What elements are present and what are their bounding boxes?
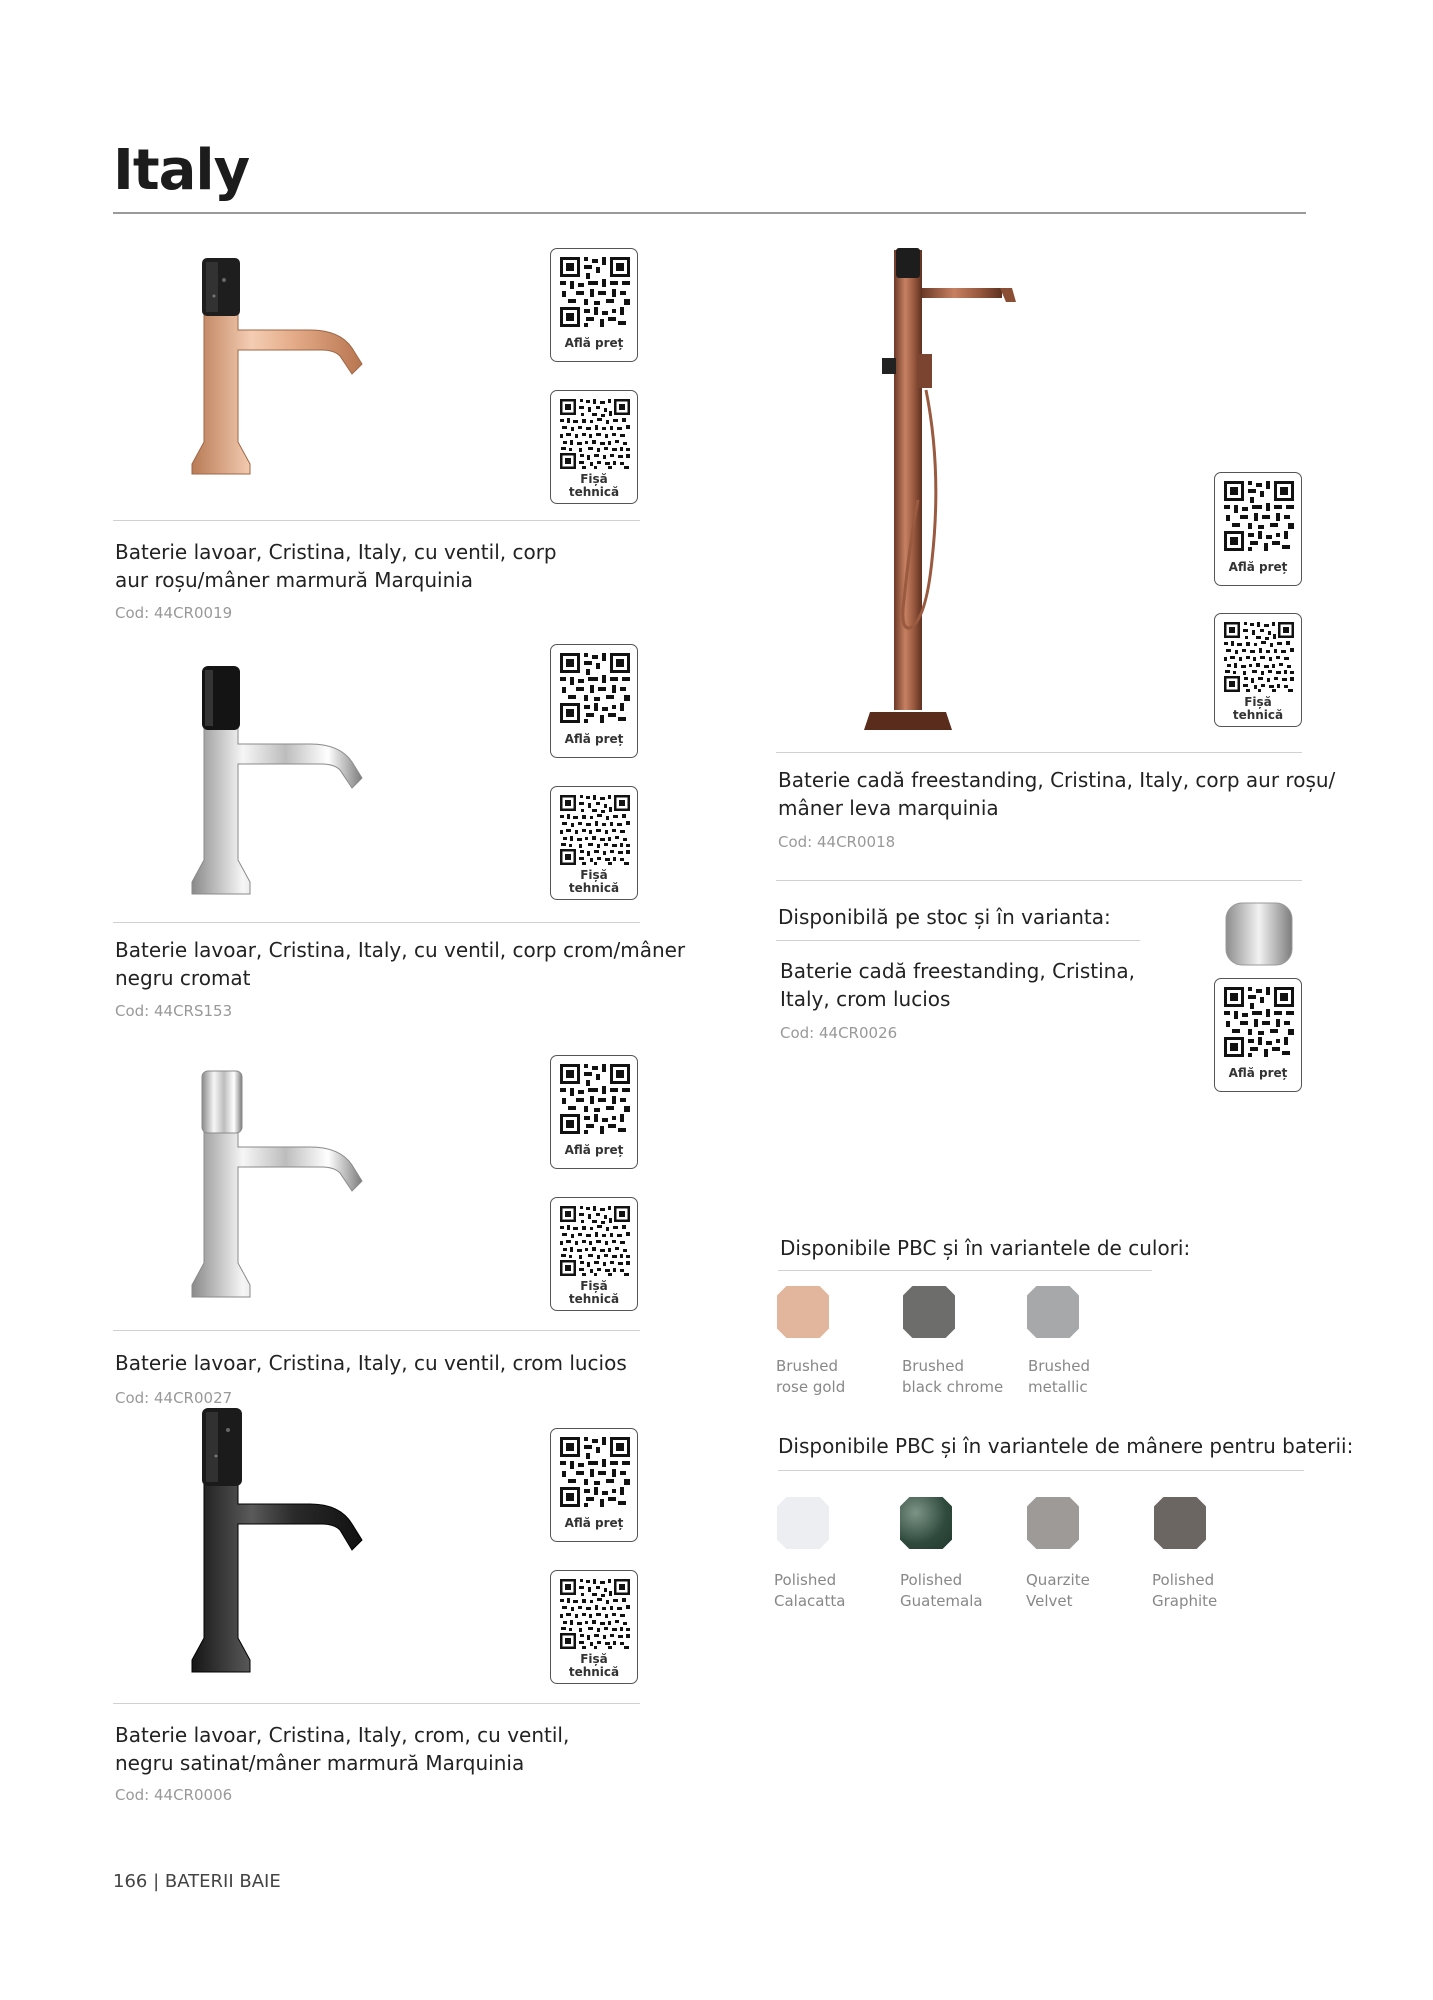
product-name-line-1: Baterie lavoar, Cristina, Italy, cu ventil, crom lucios [115, 1351, 627, 1375]
stock-variant-heading: Disponibilă pe stoc și în varianta: [778, 905, 1111, 929]
swatch-label-line-1: Polished [900, 1571, 963, 1589]
qr-code-icon [560, 653, 630, 723]
handle-swatch-graphite[interactable] [1154, 1497, 1206, 1549]
product-name-line-1: Baterie lavoar, Cristina, Italy, cu ventil, corp [115, 540, 557, 564]
product-3-divider [113, 1330, 640, 1331]
stock-variant-code: Cod: 44CR0026 [780, 1024, 898, 1042]
product-3-code: Cod: 44CR0027 [115, 1389, 233, 1407]
qr-tech-4[interactable] [550, 1570, 638, 1684]
product-name-line-2: mâner leva marquinia [778, 796, 999, 820]
qr-price-2[interactable] [550, 644, 638, 758]
product-1-divider [113, 520, 640, 521]
qr-tech-5[interactable] [1214, 613, 1302, 727]
swatch-label-line-2: metallic [1028, 1378, 1088, 1396]
handle-label-guatemala [900, 1570, 983, 1612]
qr-code-icon [560, 1437, 630, 1507]
product-name-line-2: negru satinat/mâner marmură Marquinia [115, 1751, 525, 1775]
qr-code-icon [1224, 622, 1294, 692]
handle-variants-heading: Disponibile PBC și în variantele de mânere pentru baterii: [778, 1434, 1354, 1458]
product-5-divider [776, 752, 1302, 753]
qr-price-3[interactable] [550, 1055, 638, 1169]
qr-tech-label-1: Fișă [580, 1652, 608, 1666]
product-name-line-2: Italy, crom lucios [780, 987, 951, 1011]
qr-tech-label-1: Fișă [580, 472, 608, 486]
page-title: Italy [113, 138, 250, 203]
swatch-label-line-1: Brushed [902, 1357, 965, 1375]
qr-code-icon [560, 1206, 630, 1276]
qr-code-icon [560, 795, 630, 865]
qr-tech-label-2: tehnică [1232, 708, 1284, 722]
product-name-line-1: Baterie cadă freestanding, Cristina, [780, 959, 1135, 983]
swatch-label-line-2: black chrome [902, 1378, 1004, 1396]
qr-price-6[interactable] [1214, 978, 1302, 1092]
color-label-metallic [1028, 1356, 1090, 1398]
product-name-line-1: Baterie cadă freestanding, Cristina, Italy, corp aur roșu/ [778, 768, 1336, 792]
qr-price-5[interactable] [1214, 472, 1302, 586]
qr-tech-label-1: Fișă [580, 868, 608, 882]
product-name-line-1: Baterie lavoar, Cristina, Italy, cu ventil, corp crom/mâner [115, 938, 686, 962]
product-2-code: Cod: 44CRS153 [115, 1002, 233, 1020]
product-2-name [115, 936, 685, 992]
faucet-rose-gold-image [190, 252, 370, 482]
handle-label-graphite [1152, 1570, 1217, 1612]
qr-code-icon [1224, 987, 1294, 1057]
handle-swatch-quarzite-velvet[interactable] [1027, 1497, 1079, 1549]
qr-code-icon [560, 1064, 630, 1134]
qr-code-icon [560, 399, 630, 469]
faucet-chrome-black-handle-image [190, 660, 370, 905]
product-name-line-2: negru cromat [115, 966, 251, 990]
color-swatch-metallic[interactable] [1027, 1286, 1079, 1338]
handle-swatch-guatemala[interactable] [900, 1497, 952, 1549]
faucet-black-satin-image [190, 1400, 370, 1680]
qr-price-4[interactable] [550, 1428, 638, 1542]
qr-price-label: Află preț [1228, 1066, 1288, 1080]
handle-heading-underline [778, 1470, 1304, 1471]
color-heading-underline [778, 1270, 1152, 1271]
product-5-code: Cod: 44CR0018 [778, 833, 896, 851]
product-3-name [115, 1349, 627, 1377]
chrome-swatch-icon [1225, 902, 1293, 966]
title-rule [113, 212, 1306, 214]
qr-price-1[interactable] [550, 248, 638, 362]
swatch-label-line-2: Graphite [1152, 1592, 1218, 1610]
qr-price-label: Află preț [564, 1143, 624, 1157]
swatch-label-line-1: Polished [1152, 1571, 1215, 1589]
qr-tech-3[interactable] [550, 1197, 638, 1311]
freestanding-bath-mixer-image [860, 240, 1040, 745]
qr-price-label: Află preț [564, 1516, 624, 1530]
qr-tech-label-2: tehnică [568, 1292, 620, 1306]
swatch-label-line-2: Velvet [1026, 1592, 1073, 1610]
qr-code-icon [560, 257, 630, 327]
swatch-label-line-2: rose gold [776, 1378, 846, 1396]
product-4-divider [113, 1703, 640, 1704]
stock-variant-name [780, 957, 1135, 1013]
handle-label-calacatta [774, 1570, 845, 1612]
swatch-label-line-2: Guatemala [900, 1592, 983, 1610]
qr-tech-label-1: Fișă [580, 1279, 608, 1293]
color-label-black-chrome [902, 1356, 1003, 1398]
swatch-label-line-1: Quarzite [1026, 1571, 1090, 1589]
qr-tech-label-1: Fișă [1244, 695, 1272, 709]
faucet-polished-chrome-image [190, 1065, 370, 1305]
product-1-code: Cod: 44CR0019 [115, 604, 233, 622]
qr-code-icon [560, 1579, 630, 1649]
swatch-label-line-1: Brushed [776, 1357, 839, 1375]
product-name-line-2: aur roșu/mâner marmură Marquinia [115, 568, 474, 592]
product-4-name [115, 1721, 569, 1777]
handle-swatch-calacatta[interactable] [777, 1497, 829, 1549]
color-swatch-black-chrome[interactable] [903, 1286, 955, 1338]
qr-tech-label-2: tehnică [568, 1665, 620, 1679]
product-name-line-1: Baterie lavoar, Cristina, Italy, crom, cu ventil, [115, 1723, 570, 1747]
color-variants-heading: Disponibile PBC și în variantele de culori: [780, 1236, 1191, 1260]
qr-code-icon [1224, 481, 1294, 551]
product-4-code: Cod: 44CR0006 [115, 1786, 233, 1804]
swatch-label-line-1: Polished [774, 1571, 837, 1589]
swatch-label-line-2: Calacatta [774, 1592, 846, 1610]
stock-heading-underline [776, 940, 1140, 941]
product-5-name [778, 766, 1335, 822]
product-2-divider [113, 922, 640, 923]
qr-price-label: Află preț [564, 732, 624, 746]
qr-tech-label-2: tehnică [568, 881, 620, 895]
qr-tech-label-2: tehnică [568, 485, 620, 499]
qr-price-label: Află preț [564, 336, 624, 350]
color-label-rose-gold [776, 1356, 845, 1398]
color-swatch-rose-gold[interactable] [777, 1286, 829, 1338]
swatch-label-line-1: Brushed [1028, 1357, 1091, 1375]
handle-label-quarzite-velvet [1026, 1570, 1090, 1612]
stock-section-divider [776, 880, 1302, 881]
product-1-name [115, 538, 557, 594]
qr-price-label: Află preț [1228, 560, 1288, 574]
page-footer: 166 | BATERII BAIE [113, 1871, 281, 1892]
qr-tech-1[interactable] [550, 390, 638, 504]
qr-tech-2[interactable] [550, 786, 638, 900]
